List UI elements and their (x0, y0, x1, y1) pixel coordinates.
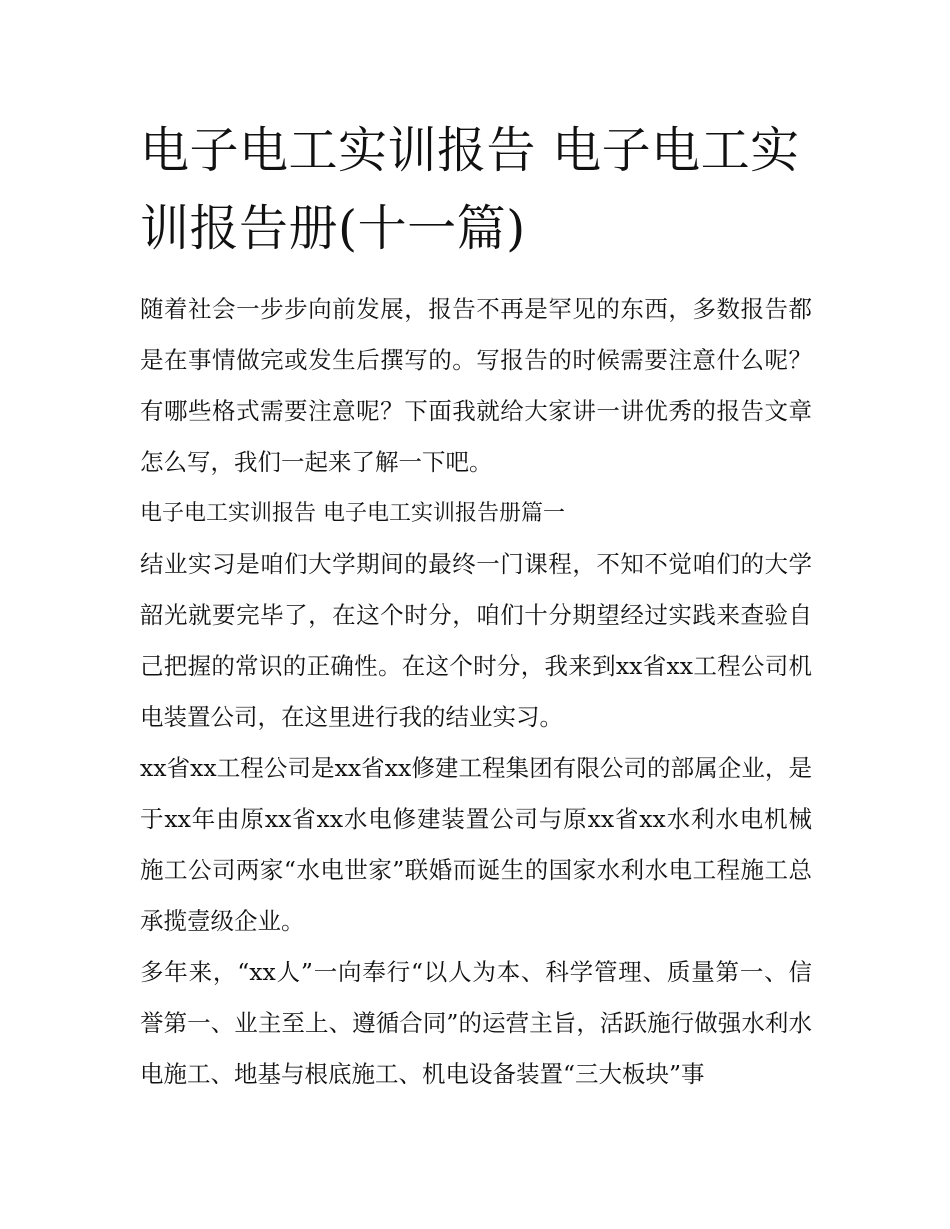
body-paragraph-3: 多年来，“xx人”一向奉行“以人为本、科学管理、质量第一、信誉第一、业主至上、遵循合同”的运营主旨，活跃施行做强水利水电施工、地基与根底施工、机电设备装置“三大板块”事 (140, 958, 812, 1088)
body-paragraph-2: xx省xx工程公司是xx省xx修建工程集团有限公司的部属企业，是于xx年由原xx省xx水电修建装置公司与原xx省xx水利水电机械施工公司两家“水电世家”联婚而诞生的国家水利水电工程施工总承揽壹级企业。 (140, 754, 812, 935)
intro-paragraph: 随着社会一步步向前发展，报告不再是罕见的东西，多数报告都是在事情做完或发生后撰写的。写报告的时候需要注意什么呢？有哪些格式需要注意呢？下面我就给大家讲一讲优秀的报告文章怎么写，我们一起来了解一下吧。 (140, 295, 812, 476)
section-heading: 电子电工实训报告 电子电工实训报告册篇一 (140, 501, 565, 526)
title-block (140, 112, 812, 268)
document-title: 电子电工实训报告 电子电工实训报告册(十一篇) (140, 122, 800, 257)
document-page (140, 112, 812, 1100)
body-paragraph-1: 结业实习是咱们大学期间的最终一门课程，不知不觉咱们的大学韶光就要完毕了，在这个时分，咱们十分期望经过实践来查验自己把握的常识的正确性。在这个时分，我来到xx省xx工程公司机电装置公司，在这里进行我的结业实习。 (140, 550, 812, 731)
